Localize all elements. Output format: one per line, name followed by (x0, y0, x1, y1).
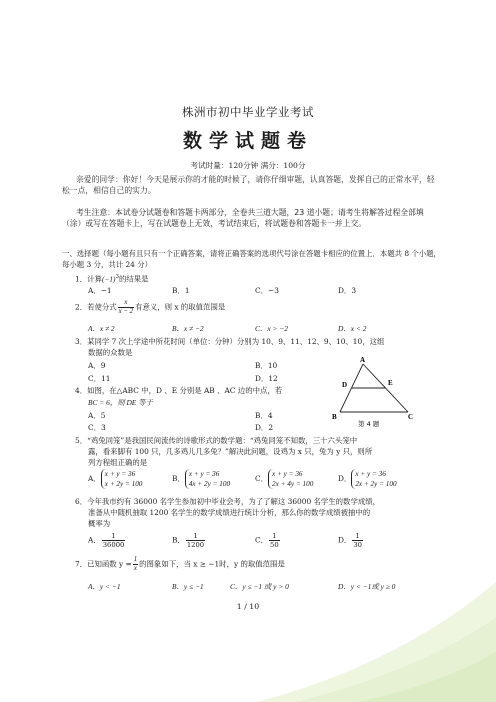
q4-option-c: C．3 (88, 423, 106, 432)
q5-option-b: B． x + y = 36 4x + 2y = 100 (172, 470, 231, 488)
q1-option-d: D．3 (338, 286, 357, 295)
page-number: 1 / 10 (236, 602, 260, 611)
point-e-label: E (388, 379, 393, 387)
question-6-line2: 准备从中随机抽取 1200 名学生的数学成绩进行统计分析，那么你的数学成绩被抽中的 (88, 508, 371, 517)
vertex-b-label: B (332, 413, 337, 421)
question-5-line1: 5．“鸡兔同笼”是我国民间流传的诗歌形式的数学题：“鸡兔同笼不知数，三十六头笼中 (75, 436, 358, 445)
q2-option-a: A．x ≠ 2 (88, 324, 115, 333)
q7-option-b: B．y ≤ −1 (172, 582, 204, 591)
question-6-line3: 概率为 (88, 519, 111, 528)
q7-option-c: C．y ≤ −1 或 y > 0 (230, 582, 289, 591)
question-4-line1: 4．如图，在△ABC 中，D 、E 分别是 AB 、AC 边的中点，若 (75, 386, 283, 395)
q7-option-d: D．y < −1或 y ≥ 0 (338, 582, 396, 591)
q6-option-c: C． $\frac{1}{50}$ (255, 532, 279, 549)
point-d-label: D (342, 381, 348, 389)
paper-title: 数学试题卷 (182, 130, 313, 152)
triangle-figure (330, 356, 415, 434)
q4-option-b: B．4 (255, 411, 273, 420)
q2-option-c: C．x > −2 (255, 324, 288, 333)
q3-option-c: C．11 (88, 374, 111, 383)
question-1: 1．计算$(-1)^3$的结果是 (75, 274, 149, 284)
q7-option-a: A．y < −1 (88, 582, 121, 591)
q6-option-d: D． $\frac{1}{30}$ (338, 532, 362, 549)
q6-option-b: B． $\frac{1}{1200}$ (172, 532, 205, 549)
q2-option-d: D．x < 2 (338, 324, 367, 333)
q4-option-a: A．5 (88, 411, 106, 420)
q6-option-a: A． $\frac{1}{36000}$ (88, 532, 125, 549)
question-4-line2: BC = 6，则 DE 等于 (88, 398, 153, 407)
question-5-line2: 露，看来脚有 100 只，几多鸡儿几多兔？”解决此问题，设鸡为 x 只，兔为 y 只，则所 (88, 447, 373, 456)
q1-option-c: C．−3 (255, 286, 279, 295)
question-2: 2．若使分式 $\frac{x}{x - 2}$ 有意义，则 x 的取值范围是 (75, 299, 226, 315)
q4-option-d: D．2 (255, 423, 274, 432)
figure-caption: 第 4 题 (358, 420, 380, 428)
question-3-line1: 3．某同学 7 次上学途中所花时间（单位：分钟）分别为 10、9、11、12、9、10、10，这组 (75, 337, 385, 346)
section-instructions: （每小题有且只有一个正确答案，请将正确答案的选项代号涂在答题卡相应的位置上．本题共 8 个小题，每小题 3 分，共计 24 分） (62, 249, 441, 269)
q3-option-b: B．10 (255, 361, 278, 370)
section-title: 一、选择题 (62, 249, 99, 258)
question-3-line2: 数据的众数是 (88, 348, 133, 357)
q5-option-c: C． x + y = 36 2x + 4y = 100 (255, 470, 314, 488)
q5-option-d: D． x + y = 36 2x + 2y = 100 (338, 470, 397, 488)
exam-name: 株洲市初中毕业学业考试 (182, 105, 314, 119)
question-7: 7．已知函数 y = $\frac{1}{x}$ 的图象如下，当 x ≥ −1时，y 的取值范围是 (75, 556, 285, 572)
q1-option-b: B．1 (172, 286, 190, 295)
vertex-c-label: C (408, 413, 414, 421)
q3-option-a: A．9 (88, 361, 106, 370)
q3-option-d: D．12 (255, 374, 278, 383)
q2-fraction: $\frac{x}{x - 2}$ (118, 299, 134, 315)
question-5-line3: 列方程组正确的是 (88, 458, 148, 467)
greeting-paragraph: 亲爱的同学：你好！今天是展示你的才能的时候了，请你仔细审题，认真答题，发挥自己的正常水平，轻松一点，相信自己的实力。 (62, 175, 435, 195)
q1-option-a: A．−1 (88, 286, 112, 295)
vertex-a-label: A (360, 356, 366, 364)
notice-paragraph: 考生注意：本试卷分试题卷和答题卡两部分，全卷共三道大题，23 道小题；请考生将解答过程全部填（涂）或写在答题卡上，写在试题卷上无效，考试结束后，将试题卷和答题卡一并上交。 (62, 208, 424, 228)
q5-option-a: A． x + y = 36 x + 2y = 100 (88, 470, 143, 488)
exam-info: 考试时量：120分钟 满分：100分 (190, 161, 306, 170)
q2-option-b: B．x ≠ −2 (172, 324, 204, 333)
question-6-line1: 6．今年我市约有 36000 名学生参加初中毕业会考，为了了解这 36000 名学生的数学成绩， (75, 497, 381, 506)
section-heading (62, 248, 442, 270)
